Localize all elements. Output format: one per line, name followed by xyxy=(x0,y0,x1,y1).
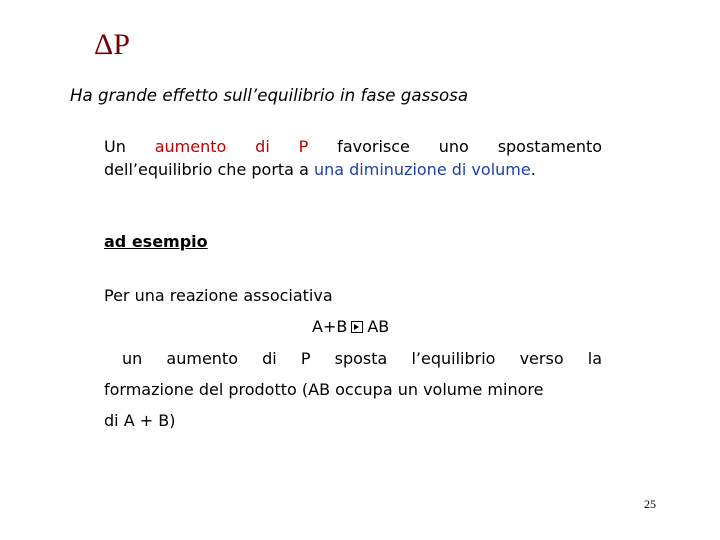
slide-subtitle: Ha grande effetto sull’equilibrio in fase gassosa xyxy=(70,86,469,106)
example-label: ad esempio xyxy=(104,232,208,251)
paragraph-3-line-3: di A + B) xyxy=(104,411,176,430)
equilibrium-arrow-icon xyxy=(351,321,363,333)
text: favorisce uno spostamento xyxy=(308,137,603,156)
paragraph-1-line-1 xyxy=(104,135,602,158)
text: . xyxy=(530,160,536,179)
paragraph-3-line-2: formazione del prodotto (AB occupa un volume minore xyxy=(104,380,544,399)
page-number: 25 xyxy=(644,497,656,511)
equation-left: A+B xyxy=(312,317,348,336)
highlight-diminuzione-volume: una diminuzione di volume xyxy=(313,160,531,179)
text: Un xyxy=(104,137,155,156)
slide-title: ΔP xyxy=(94,28,130,61)
paragraph-1-line-2 xyxy=(104,158,602,181)
paragraph-3-line-1: un aumento di P sposta l’equilibrio verso la xyxy=(122,349,602,368)
highlight-aumento-di-p: aumento di P xyxy=(154,137,309,156)
equation-right: AB xyxy=(367,317,390,336)
reaction-intro: Per una reazione associativa xyxy=(104,286,333,305)
chemical-equation xyxy=(312,317,389,336)
text: dell’equilibrio che porta a xyxy=(104,160,314,179)
